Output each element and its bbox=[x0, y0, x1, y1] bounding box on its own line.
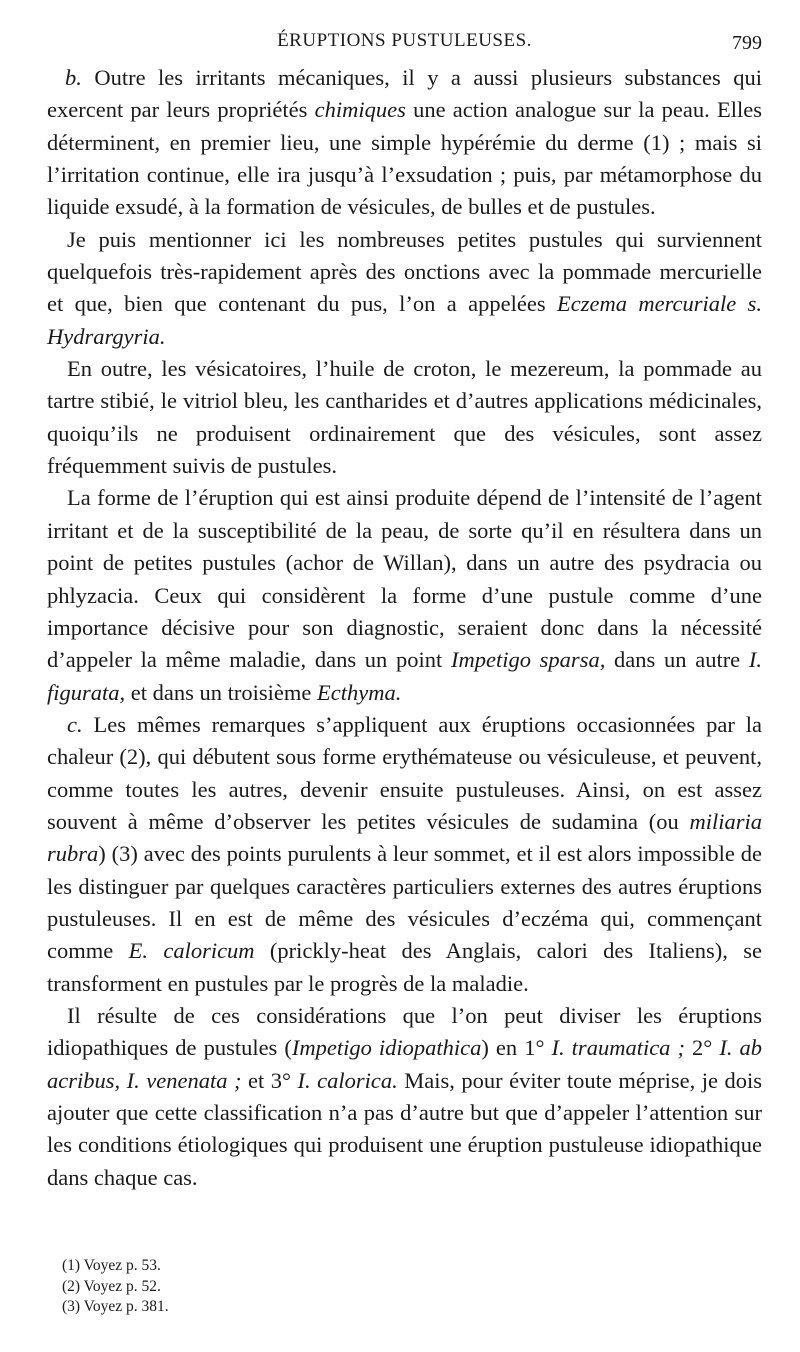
italic-run: Ecthyma. bbox=[316, 679, 402, 705]
body-text bbox=[47, 62, 762, 1194]
italic-run: c. bbox=[67, 711, 83, 737]
paragraph bbox=[47, 62, 762, 224]
italic-run: Impetigo sparsa, bbox=[450, 647, 606, 673]
paragraph bbox=[47, 1000, 762, 1194]
text-run: ) en 1° bbox=[481, 1035, 552, 1061]
text-run: Outre les irritants mécaniques, il y a aussi plusieurs substances qui exercent par leurs propriétés bbox=[47, 65, 762, 123]
text-run: 2° bbox=[684, 1035, 720, 1061]
page-header bbox=[47, 30, 762, 64]
italic-run: miliaria rubra bbox=[47, 808, 762, 867]
italic-run: I. ab acribus, I. venenata ; bbox=[47, 1035, 762, 1093]
text-run: La forme de l’éruption qui est ainsi produite dépend de l’intensité de l’agent irritant et de la susceptibilité de la peau, de sorte qu’il en résultera dans un point de petites pustules (achor de Willan), dans un autre des psydracia ou phlyzacia. Ceux qui considèrent la forme d’une pustule comme d’une importance décisive pour son diagnostic, seraient donc dans la nécessité d’appeler la même maladie, dans un point bbox=[47, 485, 762, 673]
italic-run: Eczema mercuriale s. Hydrargyria. bbox=[47, 291, 762, 349]
italic-run: Impetigo idiopathica bbox=[291, 1035, 482, 1061]
italic-run: I. calorica. bbox=[297, 1067, 398, 1093]
text-run: ) (3) avec des points purulents à leur sommet, et il est alors impossible de les distinguer par quelques caractères particuliers externes des autres éruptions pustuleuses. Il en est de même des vésicules d’eczéma qui, commençant comme bbox=[47, 841, 762, 964]
italic-run: I. traumatica ; bbox=[551, 1035, 685, 1061]
text-run: une action analogue sur la peau. Elles déterminent, en premier lieu, une simple hypérémie du derme (1) ; mais si l’irritation continue, elle ira jusqu’à l’exsudation ; puis, par métamorphose du liquide exsudé, à la formation de vésicules, de bulles et de pustules. bbox=[47, 97, 763, 220]
paragraph bbox=[47, 224, 762, 353]
running-head: ÉRUPTIONS PUSTULEUSES. bbox=[277, 30, 532, 51]
paragraph bbox=[47, 353, 762, 482]
italic-run: I. figurata, bbox=[47, 647, 763, 705]
page-number: 799 bbox=[732, 32, 762, 54]
text-run: En outre, les vésicatoires, l’huile de croton, le mezereum, la pommade au tartre stibié, le vitriol bleu, les cantharides et d’autres applications médicinales, quoiqu’ils ne produisent ordinairement que des vésicules, sont assez fréquemment suivis de pustules. bbox=[47, 356, 762, 479]
text-run: Mais, pour éviter toute méprise, je dois ajouter que cette classification n’a pas d’autre but que d’appeler l’attention sur les conditions étiologiques qui produisent une éruption pustuleuse idiopathique dans chaque cas. bbox=[47, 1067, 763, 1190]
paragraph bbox=[47, 709, 762, 1000]
italic-run: chimiques bbox=[314, 97, 406, 123]
text-run: Je puis mentionner ici les nombreuses petites pustules qui surviennent quelquefois très-rapidement après des onctions avec la pommade mercurielle et que, bien que contenant du pus, l’on a appelées bbox=[47, 226, 762, 317]
text-run: (prickly-heat des Anglais, calori des Italiens), se transforment en pustules par le progrès de la maladie. bbox=[47, 938, 762, 996]
text-run: dans un autre bbox=[605, 647, 749, 673]
text-run: et 3° bbox=[241, 1067, 298, 1093]
text-run: Les mêmes remarques s’appliquent aux éruptions occasionnées par la chaleur (2), qui débutent sous forme erythémateuse ou vésiculeuse, et peuvent, comme toutes les autres, devenir ensuite pustuleuses. Ainsi, on est assez souvent à même d’observer les petites vésicules de sudamina (ou bbox=[47, 711, 762, 834]
text-run: Il résulte de ces considérations que l’on peut diviser les éruptions idiopathiques de pustules ( bbox=[47, 1002, 762, 1061]
text-run: et dans un troisième bbox=[125, 679, 317, 705]
paragraph bbox=[47, 482, 762, 708]
footnote: (3) Voyez p. 381. bbox=[62, 1298, 169, 1315]
footnotes bbox=[62, 1256, 462, 1318]
italic-run: b. bbox=[65, 65, 82, 90]
italic-run: E. caloricum bbox=[128, 938, 255, 964]
footnote: (2) Voyez p. 52. bbox=[62, 1277, 161, 1295]
footnote: (1) Voyez p. 53. bbox=[62, 1257, 161, 1274]
